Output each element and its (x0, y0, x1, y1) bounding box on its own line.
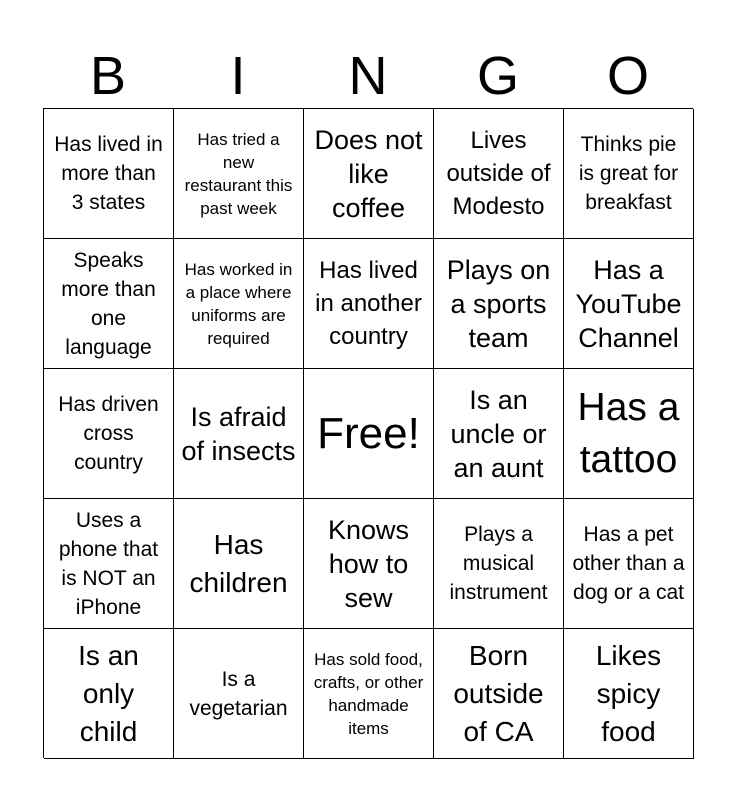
bingo-cell-free[interactable] (304, 369, 434, 499)
header-letter-i: I (230, 46, 246, 106)
bingo-cell[interactable] (174, 499, 304, 629)
bingo-cell[interactable] (434, 499, 564, 629)
bingo-cell[interactable] (304, 499, 434, 629)
bingo-cell[interactable] (44, 239, 174, 369)
cell-text: Plays a musical instrument (449, 523, 548, 604)
bingo-cell[interactable] (174, 629, 304, 759)
cell-text: Has lived in another country (315, 257, 422, 350)
bingo-cell[interactable] (304, 109, 434, 239)
cell-text: Has tried a new restaurant this past week (184, 129, 293, 218)
bingo-cell[interactable] (44, 109, 174, 239)
cell-text: Thinks pie is great for breakfast (578, 133, 679, 214)
bingo-cell[interactable] (174, 369, 304, 499)
bingo-cell[interactable] (434, 239, 564, 369)
cell-text: Has a YouTube Channel (575, 254, 682, 353)
bingo-cell[interactable] (44, 499, 174, 629)
cell-text: Has driven cross country (58, 393, 159, 474)
bingo-card-grid (43, 108, 693, 758)
cell-text: Is afraid of insects (181, 401, 296, 466)
cell-text: Speaks more than one language (61, 248, 156, 359)
header-letter-o: O (606, 46, 649, 106)
cell-text: Plays on a sports team (446, 254, 551, 353)
header-letter-b: B (89, 46, 127, 106)
bingo-cell[interactable] (434, 629, 564, 759)
cell-text: Has children (189, 528, 288, 598)
free-space-text: Free! (317, 408, 420, 458)
cell-text: Knows how to sew (327, 514, 410, 613)
cell-text: Lives outside of Modesto (446, 127, 551, 220)
bingo-cell[interactable] (44, 369, 174, 499)
cell-text: Is a vegetarian (189, 667, 288, 720)
bingo-cell[interactable] (564, 629, 694, 759)
cell-text: Is an uncle or an aunt (450, 384, 547, 483)
cell-text: Has a tattoo (577, 385, 680, 481)
cell-text: Uses a phone that is NOT an iPhone (58, 508, 159, 619)
cell-text: Likes spicy food (595, 639, 662, 747)
bingo-cell[interactable] (564, 109, 694, 239)
cell-text: Does not like coffee (314, 124, 423, 223)
cell-text: Born outside of CA (453, 639, 544, 747)
header-letter-n: N (348, 46, 388, 106)
bingo-cell[interactable] (434, 369, 564, 499)
header-letter-g: G (476, 46, 519, 106)
bingo-cell[interactable] (174, 239, 304, 369)
bingo-cell[interactable] (564, 369, 694, 499)
bingo-header (43, 44, 693, 108)
bingo-cell[interactable] (304, 629, 434, 759)
cell-text: Has lived in more than 3 states (54, 133, 163, 214)
cell-text: Has sold food, crafts, or other handmade items (313, 649, 424, 738)
bingo-cell[interactable] (304, 239, 434, 369)
cell-text: Has worked in a place where uniforms are required (184, 259, 293, 348)
bingo-cell[interactable] (564, 239, 694, 369)
bingo-cell[interactable] (434, 109, 564, 239)
cell-text: Has a pet other than a dog or a cat (572, 523, 685, 604)
bingo-cell[interactable] (564, 499, 694, 629)
cell-text: Is an only child (78, 639, 139, 747)
bingo-cell[interactable] (44, 629, 174, 759)
bingo-cell[interactable] (174, 109, 304, 239)
